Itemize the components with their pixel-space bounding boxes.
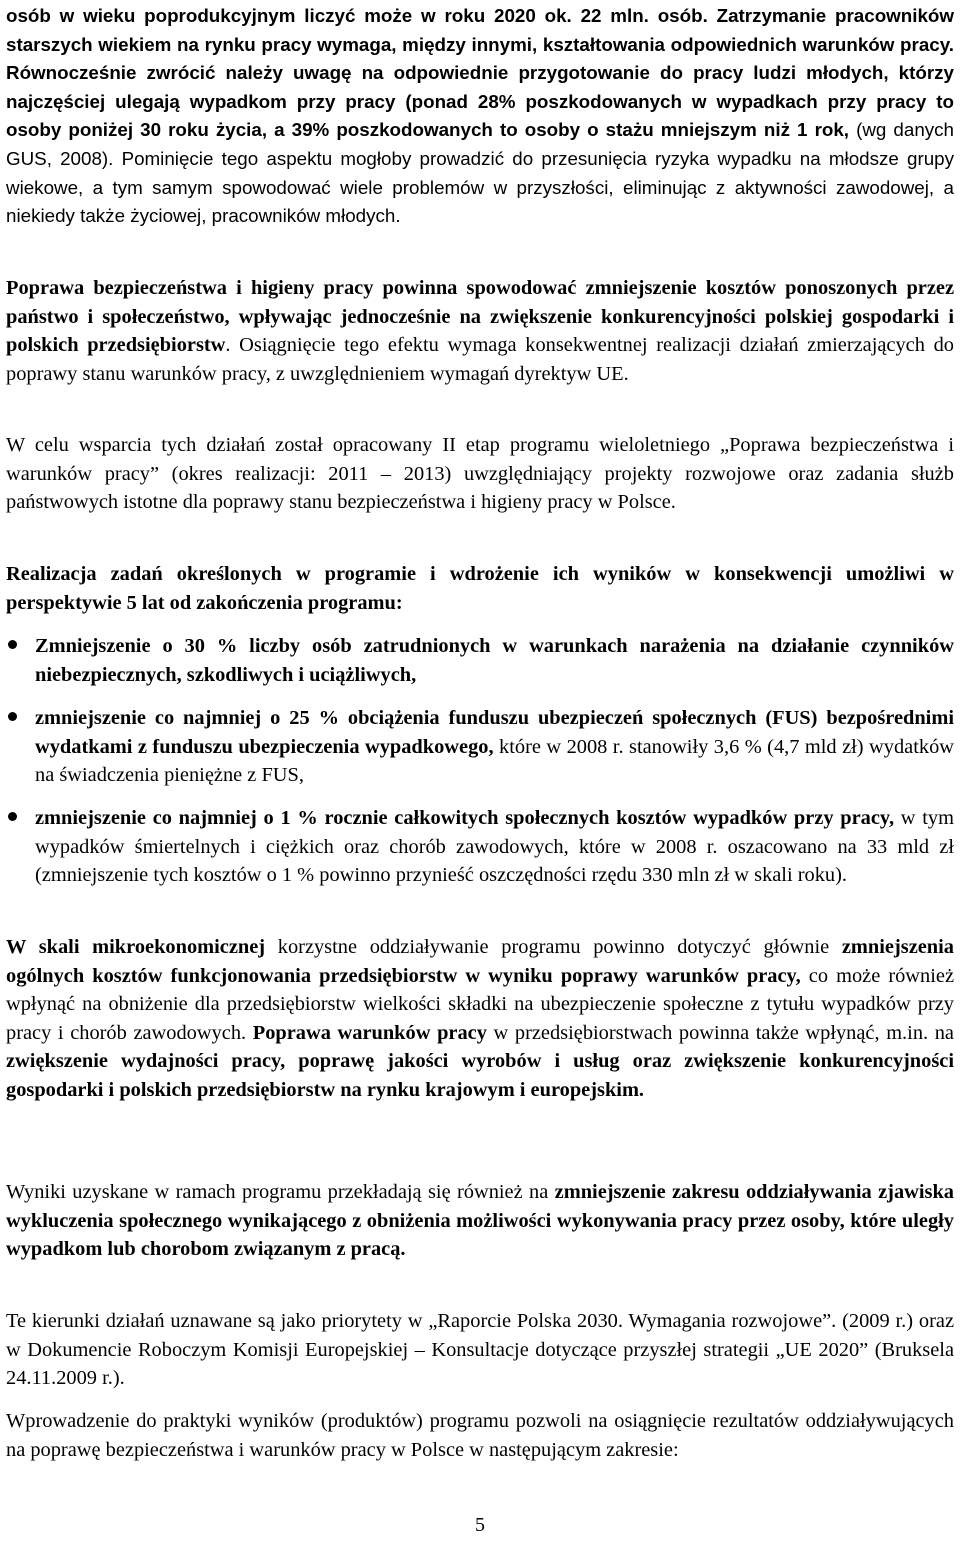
paragraph-social-exclusion <box>6 1178 954 1264</box>
paragraph-ohs-costs-normal: . Osiągnięcie tego efektu wymaga konsekwentnej realizacji działań zmierzających do poprawy stanu warunków pracy, z uwzględnieniem wymagań dyrektyw UE. <box>6 334 954 385</box>
bullet-text-bold: Zmniejszenie o 30 % liczby osób zatrudnionych w warunkach narażenia na działanie czynników niebezpiecznych, szkodliwych i uciążliwych, <box>35 635 954 686</box>
micro-bold-4: zwiększenie wydajności pracy, poprawę jakości wyrobów i usług oraz zwiększenie konkurencyjności gospodarki i polskich przedsiębiorstw na rynku krajowym i europejskim. <box>6 1050 954 1101</box>
bullet-icon <box>8 712 17 721</box>
paragraph-program-stage: W celu wsparcia tych działań został opracowany II etap programu wieloletniego „Poprawa bezpieczeństwa i warunków pracy” (okres realizacji: 2011 – 2013) uwzględniający projekty rozwojowe oraz zadania służb państwowych istotne dla poprawy stanu bezpieczeństwa i higieny pracy w Polsce. <box>6 434 954 514</box>
micro-bold-2: zmniejszenia ogólnych kosztów funkcjonowania przedsiębiorstw w wyniku poprawy warunków pracy, <box>6 936 954 987</box>
page-number: 5 <box>475 1514 485 1536</box>
paragraph-implementation: Wprowadzenie do praktyki wyników (produktów) programu pozwoli na osiągnięcie rezultatów oddziaływujących na poprawę bezpieczeństwa i warunków pracy w Polsce w następującym zakresie: <box>6 1410 954 1461</box>
bullet-text <box>35 804 954 890</box>
exclusion-normal: Wyniki uzyskane w ramach programu przekładają się również na <box>6 1181 555 1203</box>
paragraph-microeconomic <box>6 933 954 1105</box>
paragraph-ohs-costs-bold: Poprawa bezpieczeństwa i higieny pracy powinna spowodować zmniejszenie kosztów ponoszonych przez państwo i społeczeństwo, wpływając jednocześnie na zwiększenie konkurencyjności polskiej gospodarki i polskich przedsiębiorstw <box>6 277 954 357</box>
bullet-icon <box>8 640 17 649</box>
bullet-text <box>35 704 954 790</box>
paragraph-older-workers-normal: (wg danych GUS, 2008). Pominięcie tego aspektu mogłoby prowadzić do przesunięcia ryzyka wypadku na młodsze grupy wiekowe, a tym samym spowodować wiele problemów w przyszłości, eliminując z aktywności zawodowej, a niekiedy także życiowej, pracowników młodych. <box>6 119 954 227</box>
bullet-text-normal: w tym wypadków śmiertelnych i ciężkich oraz chorób zawodowych, które w 2008 r. oszacowano na 33 mld zł (zmniejszenie tych kosztów o 1 % powinno przynieść oszczędności rzędu 330 mln zł w skali roku). <box>35 807 954 887</box>
paragraph-older-workers-bold: osób w wieku poprodukcyjnym liczyć może w roku 2020 ok. 22 mln. osób. Zatrzymanie pracowników starszych wiekiem na rynku pracy wymaga, między innymi, kształtowania odpowiednich warunków pracy. Równocześnie zwrócić należy uwagę na odpowiednie przygotowanie do pracy ludzi młodych, którzy najczęściej ulegają wypadkom przy pracy (ponad 28% poszkodowanych w wypadkach przy pracy to osoby poniżej 30 roku życia, a 39% poszkodowanych to osoby o stażu mniejszym niż 1 rok, <box>6 5 954 141</box>
paragraph-program-goals: Realizacja zadań określonych w programie i wdrożenie ich wyników w konsekwencji umożliwi w perspektywie 5 lat od zakończenia programu: <box>6 563 954 614</box>
bullet-text-bold: zmniejszenie co najmniej o 1 % rocznie całkowitych społecznych kosztów wypadków przy pracy, <box>35 807 895 829</box>
bullet-text-normal: które w 2008 r. stanowiły 3,6 % (4,7 mld zł) wydatków na świadczenia pieniężne z FUS, <box>35 735 954 787</box>
exclusion-bold: zmniejszenie zakresu oddziaływania zjawiska wykluczenia społecznego wynikającego z obniżenia możliwości wykonywania pracy przez osoby, które uległy wypadkom lub chorobom związanym z pracą. <box>6 1181 954 1261</box>
micro-normal-1: korzystne oddziaływanie programu powinno dotyczyć głównie <box>265 936 842 958</box>
paragraph-priorities: Te kierunki działań uznawane są jako priorytety w „Raporcie Polska 2030. Wymagania rozwojowe”. (2009 r.) oraz w Dokumencie Roboczym Komisji Europejskiej – Konsultacje dotyczące przyszłej strategii „UE 2020” (Bruksela 24.11.2009 r.). <box>6 1310 954 1390</box>
bullet-text-bold: zmniejszenie co najmniej o 25 % obciążenia funduszu ubezpieczeń społecznych (FUS) bezpośrednimi wydatkami z funduszu ubezpieczenia wypadkowego, <box>35 707 954 758</box>
micro-bold-3: Poprawa warunków pracy <box>252 1021 487 1044</box>
micro-normal-2: co może również wpłynąć na obniżenie dla przedsiębiorstw wielkości składki na ubezpieczenie społeczne z tytułu wypadków przy pracy i chorób zawodowych. <box>6 964 954 1044</box>
bullet-icon <box>8 812 17 821</box>
bullet-text <box>35 632 954 689</box>
paragraph-ohs-costs <box>6 274 954 388</box>
micro-bold-1: W skali mikroekonomicznej <box>6 936 266 958</box>
micro-normal-3: w przedsiębiorstwach powinna także wpłynąć, m.in. na <box>486 1021 954 1044</box>
paragraph-older-workers <box>6 2 954 231</box>
